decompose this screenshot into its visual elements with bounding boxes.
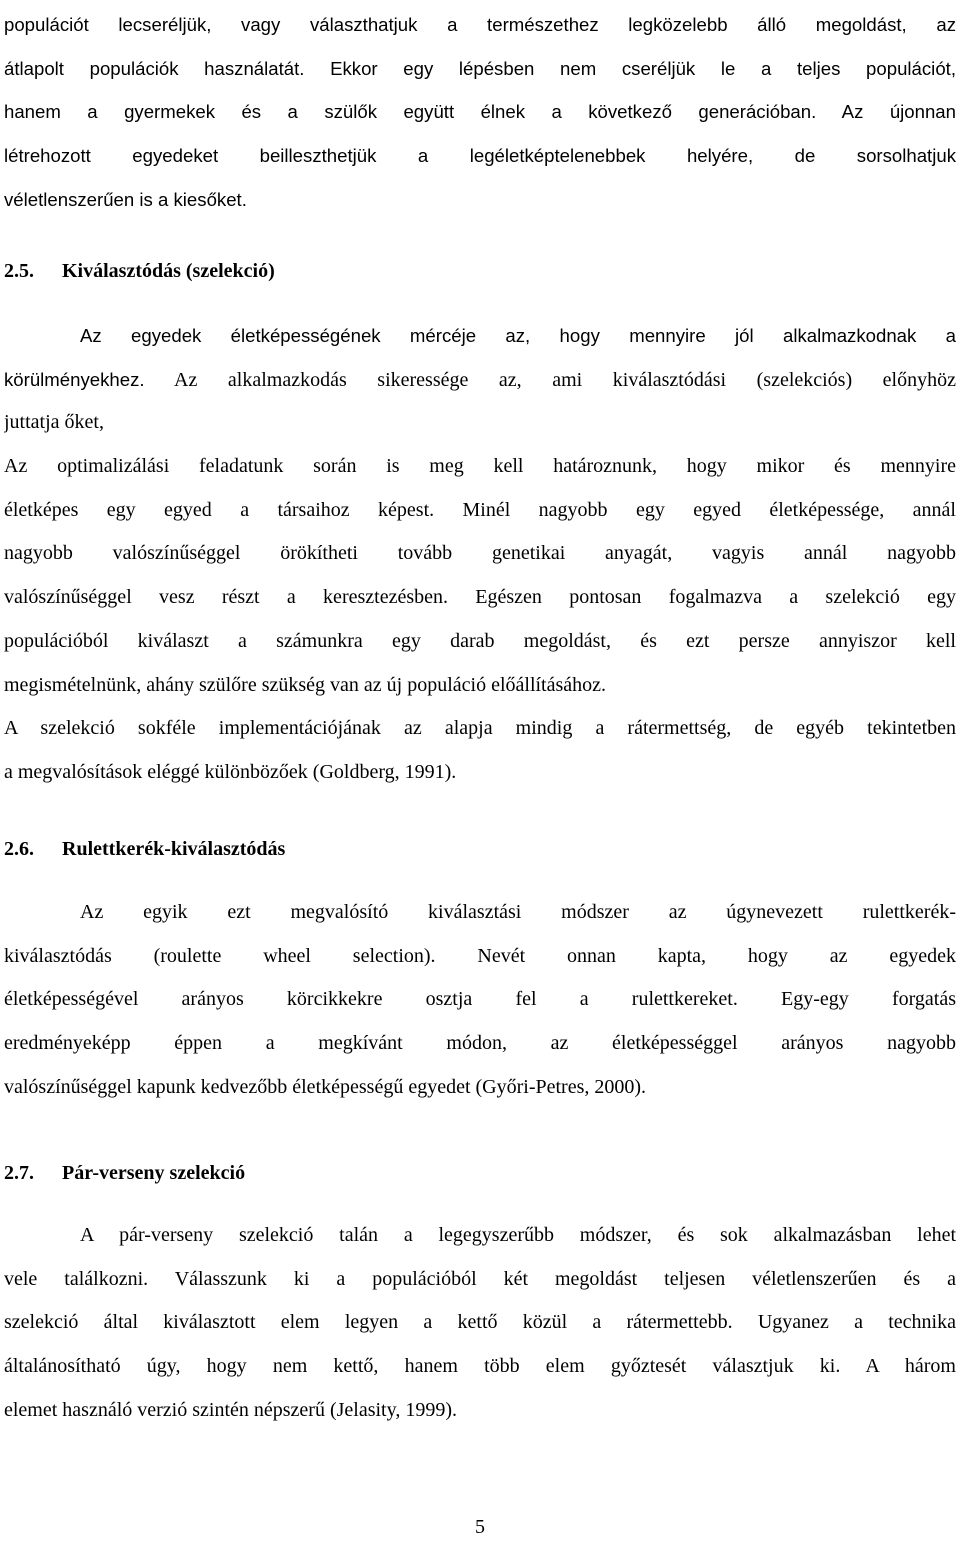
section-number: 2.6. <box>4 838 34 860</box>
section-heading-2-6 <box>4 828 285 872</box>
section-number: 2.5. <box>4 260 34 282</box>
section-title: Pár-verseny szelekció <box>62 1162 246 1184</box>
line-part-serif: Az alkalmazkodás sikeressége az, ami kiválasztódási (szelekciós) előnyhöz <box>144 368 956 391</box>
paragraph-line: populációt lecseréljük, vagy választhatjuk a természethez legközelebb álló megoldást, az <box>4 14 956 35</box>
paragraph-line: A szelekció sokféle implementációjának az alapja mindig a rátermettség, de egyéb tekintetben <box>4 717 956 740</box>
paragraph-line: megismételnünk, ahány szülőre szükség van az új populáció előállításához. <box>4 673 607 696</box>
paragraph-line: nagyobb valószínűséggel örökítheti tovább genetikai anyagát, vagyis annál nagyobb <box>4 542 956 565</box>
paragraph-line: valószínűséggel vesz részt a keresztezésben. Egészen pontosan fogalmazva a szelekció egy <box>4 586 956 609</box>
paragraph-line: populációból kiválaszt a számunkra egy darab megoldást, és ezt persze annyiszor kell <box>4 629 956 652</box>
section-title: Rulettkerék-kiválasztódás <box>62 838 286 860</box>
paragraph-line: általánosítható úgy, hogy nem kettő, hanem több elem győztesét választjuk ki. A három <box>4 1355 956 1378</box>
paragraph-line-mixed <box>4 358 956 402</box>
paragraph-line: átlapolt populációk használatát. Ekkor egy lépésben nem cseréljük le a teljes populációt, <box>4 57 956 79</box>
paragraph-line: juttatja őket, <box>4 411 104 434</box>
paragraph-line: szelekció által kiválasztott elem legyen a kettő közül a rátermettebb. Ugyanez a technika <box>4 1311 956 1334</box>
section-2-5-body <box>4 314 956 795</box>
section-2-7-body <box>4 1214 956 1432</box>
paragraph-line: életképességével arányos körcikkekre osztja fel a rulettkereket. Egy-egy forgatás <box>4 988 956 1011</box>
section-2-6-body <box>4 891 956 1109</box>
paragraph-line: A pár-verseny szelekció talán a legegyszerűbb módszer, és sok alkalmazásban lehet <box>80 1224 956 1246</box>
paragraph-line: kiválasztódás (roulette wheel selection). Nevét onnan kapta, hogy az egyedek <box>4 944 956 967</box>
line-part-sans: körülményekhez. <box>4 368 145 390</box>
paragraph-line: létrehozott egyedeket beilleszthetjük a legéletképtelenebbek helyére, de sorsolhatjuk <box>4 145 956 167</box>
paragraph-line: elemet használó verzió szintén népszerű (Jelasity, 1999). <box>4 1398 457 1421</box>
paragraph-line: Az optimalizálási feladatunk során is meg kell határoznunk, hogy mikor és mennyire <box>4 455 956 478</box>
paragraph-line: vele találkozni. Válasszunk ki a populációból két megoldást teljesen véletlenszerűen és a <box>4 1267 956 1290</box>
paragraph-line: életképes egy egyed a társaihoz képest. Minél nagyobb egy egyed életképessége, annál <box>4 498 956 521</box>
intro-paragraph <box>4 3 956 221</box>
paragraph-line: valószínűséggel kapunk kedvezőbb életképességű egyedet (Győri-Petres, 2000). <box>4 1075 647 1098</box>
page-number: 5 <box>475 1516 485 1538</box>
paragraph-line: hanem a gyermekek és a szülők együtt élnek a következő generációban. Az újonnan <box>4 101 956 123</box>
section-number: 2.7. <box>4 1162 34 1184</box>
section-title: Kiválasztódás (szelekció) <box>62 260 275 282</box>
paragraph-line: a megvalósítások eléggé különbözőek (Goldberg, 1991). <box>4 760 457 783</box>
paragraph-line: Az egyik ezt megvalósító kiválasztási módszer az úgynevezett rulettkerék- <box>80 901 956 923</box>
paragraph-line: eredményeképp éppen a megkívánt módon, az életképességgel arányos nagyobb <box>4 1032 956 1055</box>
section-heading-2-5 <box>4 250 275 294</box>
paragraph-line: véletlenszerűen is a kiesőket. <box>4 188 247 210</box>
paragraph-line: Az egyedek életképességének mércéje az, hogy mennyire jól alkalmazkodnak a <box>80 325 956 346</box>
section-heading-2-7 <box>4 1152 245 1196</box>
